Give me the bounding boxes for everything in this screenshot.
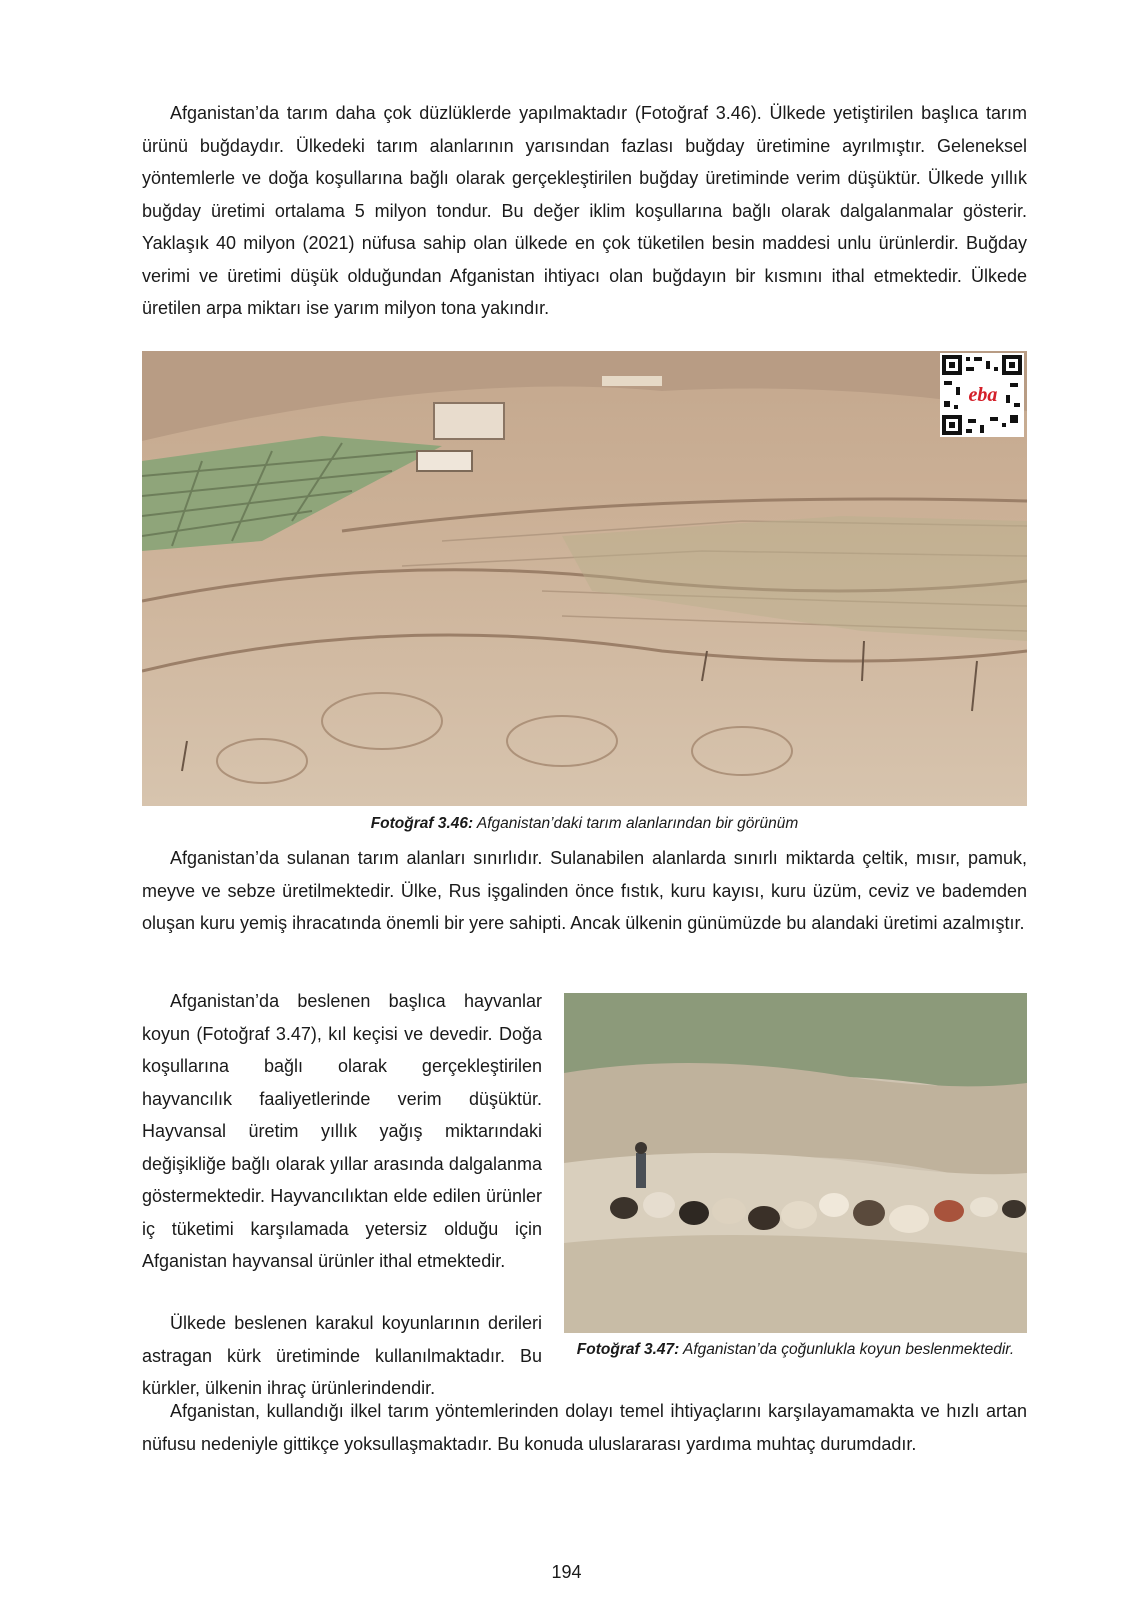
paragraph-4: Ülkede beslenen karakul koyunlarının derileri astragan kürk üretiminde kullanılmaktadır. Bu kürkler, ülkenin ihraç ürünlerindendir. [142, 1313, 542, 1398]
farmland-photo [142, 351, 1027, 806]
paragraph-3: Afganistan’da beslenen başlıca hayvanlar koyun (Fotoğraf 3.47), kıl keçisi ve devedir. Doğa koşullarına bağlı olarak gerçekleştirilen hayvancılık faaliyetlerinde verim düşüktür. Hayvansal üretim yıllık yağış miktarındaki değişikliğe bağlı olarak yıllar arasında dalgalanma göstermektedir. Hayvancılıktan elde edilen ürünler iç tüketimi karşılamada yetersiz olduğu için Afganistan hayvansal ürünler ithal etmektedir. [142, 991, 542, 1271]
sheep-illustration [564, 993, 1027, 1333]
page-number: 194 [551, 1562, 582, 1582]
caption-text: Afganistan’daki tarım alanlarından bir görünüm [476, 815, 799, 832]
paragraph-1: Afganistan’da tarım daha çok düzlüklerde yapılmaktadır (Fotoğraf 3.46). Ülkede yetiştirilen başlıca tarım ürünü buğdaydır. Ülkedeki tarım alanlarının yarısından fazlası buğday üretimine ayrılmıştır. Geleneksel yöntemlerle ve doğa koşullarına bağlı olarak gerçekleştirilen buğday üretiminde verim düşüktür. Ülkede yıllık buğday üretimi ortalama 5 milyon tondur. Bu değer iklim koşullarına bağlı olarak dalgalanmalar gösterir. Yaklaşık 40 milyon (2021) nüfusa sahip olan ülkede en çok tüketilen besin maddesi unlu ürünlerdir. Buğday verimi ve üretimi düşük olduğundan Afganistan ihtiyacı olan buğdayın bir kısmını ithal etmektedir. Ülkede üretilen arpa miktarı ise yarım milyon tona yakındır. [142, 103, 1027, 318]
farmland-illustration [142, 351, 1027, 806]
caption-text: Afganistan’da çoğunlukla koyun beslenmektedir. [683, 1341, 1015, 1358]
caption-photo-3-46 [142, 813, 1027, 835]
caption-photo-3-47 [564, 1339, 1027, 1361]
eba-logo: eba [968, 384, 998, 406]
paragraph-2: Afganistan’da sulanan tarım alanları sınırlıdır. Sulanabilen alanlarda sınırlı miktarda çeltik, mısır, pamuk, meyve ve sebze üretilmektedir. Ülke, Rus işgalinden önce fıstık, kuru kayısı, kuru üzüm, ceviz ve bademden oluşan kuru yemiş ihracatında önemli bir yere sahipti. Ancak ülkenin günümüzde bu alandaki üretimi azalmıştır. [142, 848, 1027, 933]
caption-label: Fotoğraf 3.47: [576, 1341, 680, 1358]
caption-label: Fotoğraf 3.46: [370, 815, 474, 832]
qr-code[interactable] [940, 353, 1024, 437]
sheep-photo [564, 993, 1027, 1333]
paragraph-5: Afganistan, kullandığı ilkel tarım yöntemlerinden dolayı temel ihtiyaçlarını karşılayamamakta ve hızlı artan nüfusu nedeniyle gittikçe yoksullaşmaktadır. Bu konuda uluslararası yardıma muhtaç durumdadır. [142, 1401, 1027, 1454]
qr-code-graphic [940, 353, 1024, 437]
